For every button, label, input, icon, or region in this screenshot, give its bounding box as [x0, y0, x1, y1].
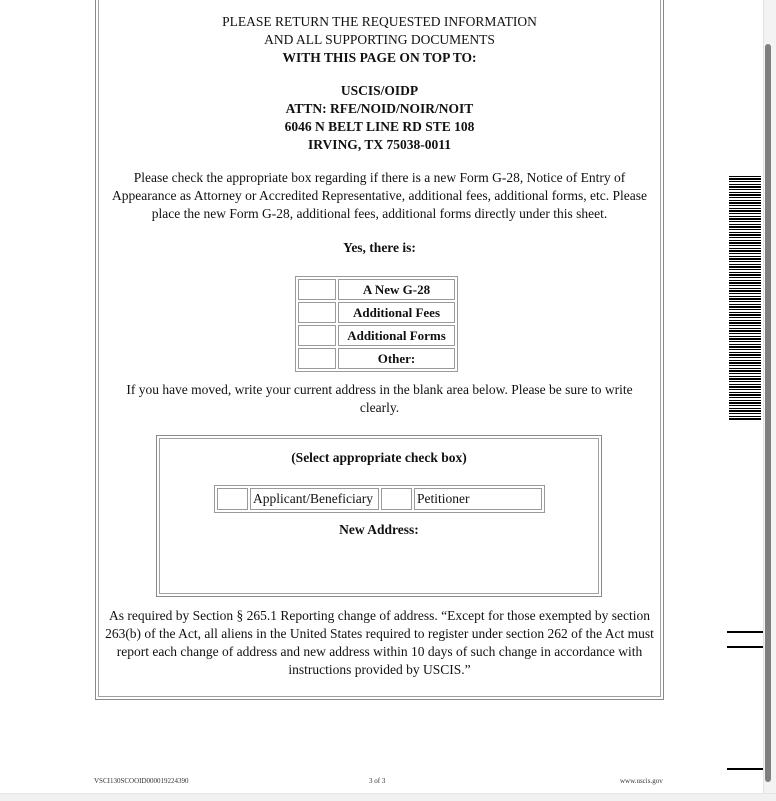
option-label: Additional Fees [338, 302, 455, 323]
other-checkbox[interactable] [298, 348, 336, 369]
horizontal-scrollbar-track[interactable] [0, 793, 776, 801]
website-url: www.uscis.gov [620, 777, 663, 785]
applicant-label: Applicant/Beneficiary [250, 488, 379, 510]
option-row [298, 348, 455, 369]
option-label: Additional Forms [338, 325, 455, 346]
instructions-paragraph: Please check the appropriate box regarding if there is a new Form G-28, Notice of Entry of Appearance as Attorney or Accredited Representative, additional fees, additional forms, etc. Please place the new Form G-28, additional fees, additional forms directly under this sheet. [112, 170, 647, 221]
applicant-checkbox[interactable] [217, 488, 248, 510]
additional-fees-checkbox[interactable] [298, 302, 336, 323]
petitioner-label: Petitioner [414, 488, 542, 510]
option-row [298, 325, 455, 346]
barcode-image [729, 176, 761, 421]
address-line-4: IRVING, TX 75038-0011 [308, 137, 451, 152]
document-id: VSCI130SCOOID000019224390 [94, 777, 189, 785]
new-g28-checkbox[interactable] [298, 279, 336, 300]
party-row [217, 488, 542, 510]
registration-mark [727, 768, 763, 770]
moved-instructions: If you have moved, write your current address in the blank area below. Please be sure to write clearly. [126, 382, 633, 415]
select-checkbox-title: (Select appropriate check box) [291, 450, 467, 465]
option-row [298, 279, 455, 300]
header-line-3: WITH THIS PAGE ON TOP TO: [282, 50, 477, 65]
yes-there-is-label: Yes, there is: [343, 240, 416, 255]
options-checklist [295, 276, 458, 372]
header-line-1: PLEASE RETURN THE REQUESTED INFORMATION [222, 14, 537, 29]
option-label: A New G-28 [338, 279, 455, 300]
new-address-label: New Address: [339, 522, 419, 537]
option-row [298, 302, 455, 323]
option-label: Other: [338, 348, 455, 369]
petitioner-checkbox[interactable] [381, 488, 412, 510]
party-selector [214, 485, 545, 513]
mailing-address [95, 82, 664, 154]
vertical-scrollbar-thumb[interactable] [765, 44, 771, 782]
page-number: 3 of 3 [369, 777, 386, 785]
address-line-3: 6046 N BELT LINE RD STE 108 [284, 119, 475, 134]
address-line-2: ATTN: RFE/NOID/NOIR/NOIT [285, 101, 474, 116]
registration-mark [727, 646, 763, 648]
registration-mark [727, 631, 763, 633]
address-line-1: USCIS/OIDP [340, 83, 419, 98]
additional-forms-checkbox[interactable] [298, 325, 336, 346]
legal-notice: As required by Section § 265.1 Reporting change of address. “Except for those exempted by section 263(b) of the Act, all aliens in the United States required to register under section 262 of the Act must report each change of address and new address within 10 days of such change in accordance with instructions provided by USCIS.” [105, 608, 654, 677]
return-header [95, 13, 664, 67]
header-line-2: AND ALL SUPPORTING DOCUMENTS [264, 32, 495, 47]
